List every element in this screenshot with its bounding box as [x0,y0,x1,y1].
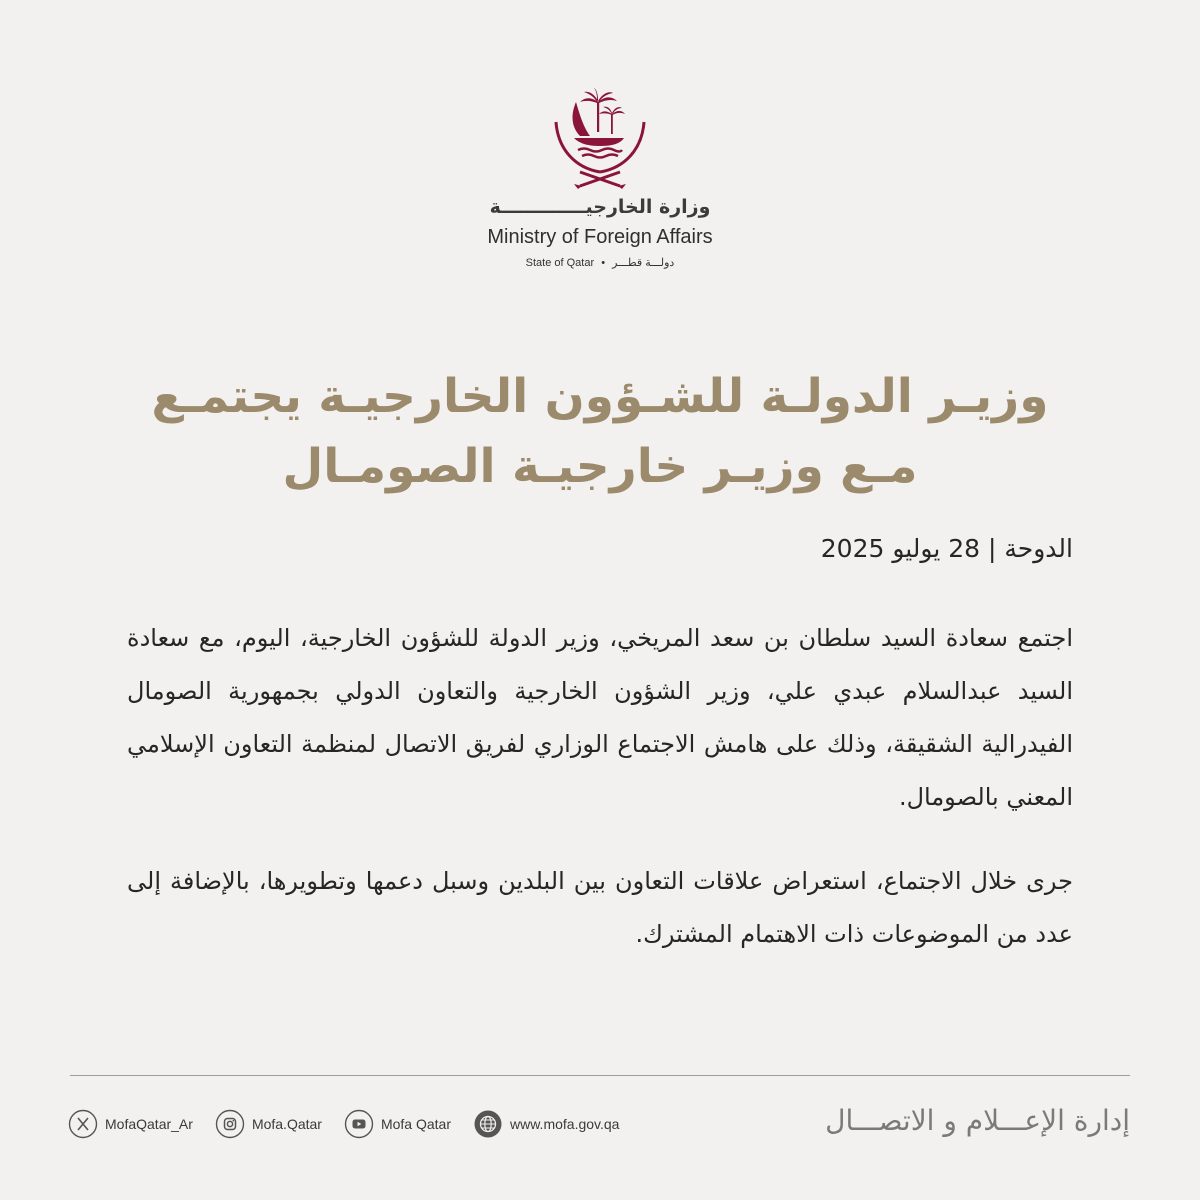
social-link-instagram[interactable] [215,1109,322,1139]
globe-icon [473,1109,503,1139]
social-label-website: www.mofa.gov.qa [510,1116,620,1132]
state-name-arabic: دولـــة قطـــر [612,257,675,269]
social-label-instagram: Mofa.Qatar [251,1116,322,1132]
social-links [68,1108,641,1140]
instagram-icon [215,1109,245,1139]
separator-dot: • [601,257,606,269]
state-of-qatar-label [0,256,1200,269]
qatar-emblem-icon [550,88,650,190]
ministry-name-arabic: وزارة الخارجيـــــــــــــة [489,196,711,218]
social-label-x: MofaQatar_Ar [105,1116,193,1132]
social-label-youtube: Mofa Qatar [380,1116,451,1132]
x-icon [68,1109,98,1139]
footer-divider [70,1075,1130,1076]
social-link-x[interactable] [68,1109,193,1139]
social-link-website[interactable] [473,1109,619,1139]
social-link-youtube[interactable] [344,1109,451,1139]
youtube-icon [344,1109,374,1139]
news-headline: وزيـر الدولـة للشـؤون الخارجيـة يجتمـع مـع وزيـر خارجيـة الصومـال [151,369,1049,494]
ministry-name-english: Ministry of Foreign Affairs [487,226,713,248]
ministry-header [0,88,1200,269]
state-name-english: State of Qatar [525,257,595,269]
body-paragraph-2: جرى خلال الاجتماع، استعراض علاقات التعاون بين البلدين وسبل دعمها وتطويرها، بالإضافة إلى عدد من الموضوعات ذات الاهتمام المشترك. [127,867,1073,948]
department-name: إدارة الإعـــلام و الاتصـــال [825,1104,1130,1137]
dateline: الدوحة | 28 يوليو 2025 [820,534,1073,563]
body-paragraph-1: اجتمع سعادة السيد سلطان بن سعد المريخي، وزير الدولة للشؤون الخارجية، اليوم، مع سعادة السيد عبدالسلام عبدي علي، وزير الشؤون الخارجية والتعاون الدولي بجمهورية الصومال الفيدرالية الشقيقة، وذلك على هامش الاجتماع الوزاري لفريق الاتصال لمنظمة التعاون الإسلامي المعني بالصومال. [127,624,1073,811]
